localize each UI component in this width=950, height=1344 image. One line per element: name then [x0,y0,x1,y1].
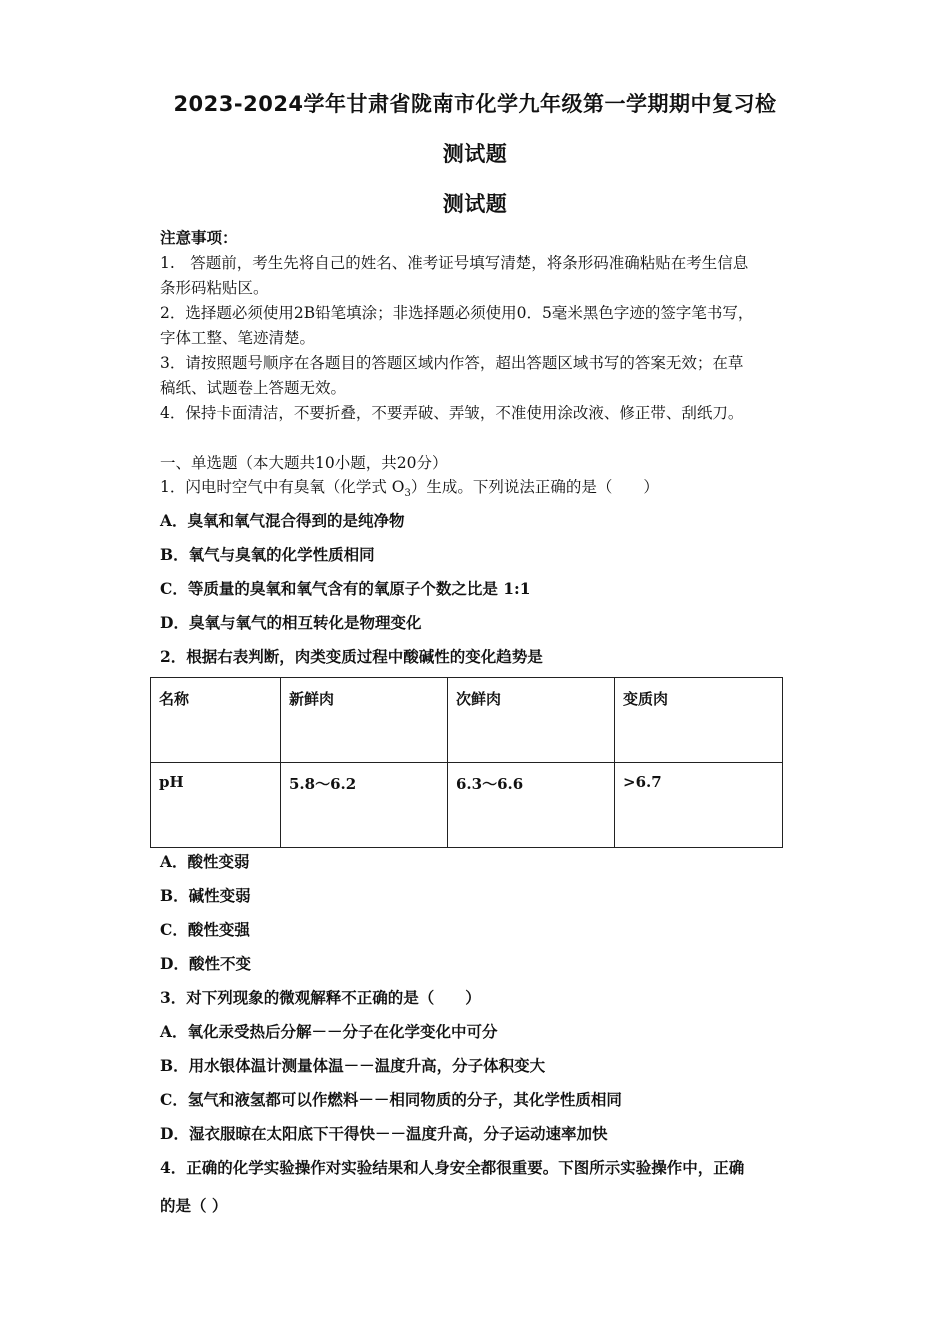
document-title-line-2: 测试题 [442,142,508,166]
table-header-cell: 变质肉 [615,678,783,763]
question-3-option-c[interactable]: C．氢气和液氢都可以作燃料－－相同物质的分子，其化学性质相同 [160,1090,622,1109]
question-4-stem-line-2: 的是（ ） [160,1196,228,1215]
table-row [151,763,783,848]
subscript-3: 3 [404,488,411,500]
notice-line: 2．选择题必须使用2B铅笔填涂；非选择题必须使用0．5毫米黑色字迹的签字笔书写， [160,304,754,322]
table-cell: 5.8～6.2 [281,763,448,848]
question-2-stem: 2．根据右表判断，肉类变质过程中酸碱性的变化趋势是 [160,647,543,666]
question-2-option-a[interactable]: A．酸性变弱 [160,852,250,871]
question-1-stem [160,477,659,504]
question-2-option-d[interactable]: D．酸性不变 [160,954,251,973]
question-2-option-c[interactable]: C．酸性变强 [160,920,250,939]
notice-line: 4．保持卡面清洁，不要折叠，不要弄破、弄皱，不准使用涂改液、修正带、刮纸刀。 [160,404,744,422]
notice-heading: 注意事项： [160,228,238,247]
document-title-line-3: 测试题 [442,192,508,216]
table-cell: >6.7 [615,763,783,848]
table-header-cell: 次鲜肉 [448,678,615,763]
notice-line: 字体工整、笔迹清楚。 [160,329,316,347]
table-cell: pH [151,763,281,848]
question-3-option-b[interactable]: B．用水银体温计测量体温－－温度升高，分子体积变大 [160,1056,546,1075]
table-header-cell: 名称 [151,678,281,763]
table-header-cell: 新鲜肉 [281,678,448,763]
question-3-option-d[interactable]: D．湿衣服晾在太阳底下干得快－－温度升高，分子运动速率加快 [160,1124,608,1143]
question-1-option-a[interactable]: A．臭氧和氧气混合得到的是纯净物 [160,511,405,530]
notice-line: 条形码粘贴区。 [160,279,269,297]
question-3-stem: 3．对下列现象的微观解释不正确的是（ ） [160,988,481,1007]
table-row [151,678,783,763]
ph-table [150,677,783,848]
question-1-option-d[interactable]: D．臭氧与氧气的相互转化是物理变化 [160,613,422,632]
table-cell: 6.3～6.6 [448,763,615,848]
section-heading: 一、单选题（本大题共10小题，共20分） [160,454,448,472]
question-4-stem-line-1: 4．正确的化学实验操作对实验结果和人身安全都很重要。下图所示实验操作中，正确 [160,1158,745,1177]
document-title-line-1: 2023-2024学年甘肃省陇南市化学九年级第一学期期中复习检 [173,92,777,116]
question-3-option-a[interactable]: A．氧化汞受热后分解－－分子在化学变化中可分 [160,1022,498,1041]
question-1-stem-text-end: ）生成。下列说法正确的是（ ） [410,478,659,496]
question-1-option-c[interactable]: C．等质量的臭氧和氧气含有的氧原子个数之比是 1:1 [160,579,531,598]
notice-line: 稿纸、试题卷上答题无效。 [160,379,347,397]
notice-line: 1. 答题前，考生先将自己的姓名、准考证号填写清楚，将条形码准确粘贴在考生信息 [160,254,749,272]
question-2-option-b[interactable]: B．碱性变弱 [160,886,251,905]
question-1-stem-text: 1．闪电时空气中有臭氧（化学式 O [160,478,405,496]
question-1-option-b[interactable]: B．氧气与臭氧的化学性质相同 [160,545,375,564]
notice-line: 3．请按照题号顺序在各题目的答题区域内作答，超出答题区域书写的答案无效；在草 [160,354,744,372]
